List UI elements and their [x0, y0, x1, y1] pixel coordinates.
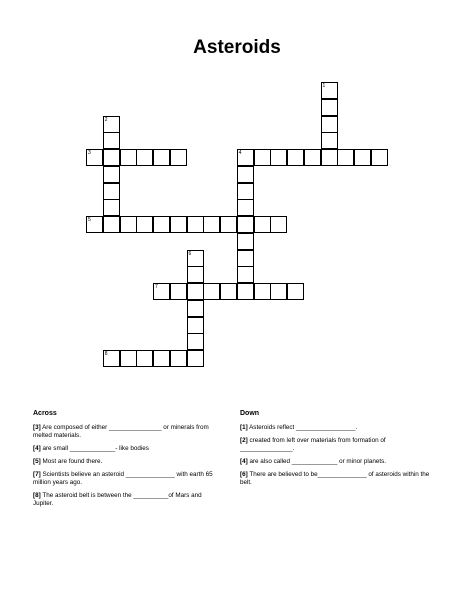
clue-across-8 — [33, 492, 223, 508]
grid-cell[interactable] — [170, 216, 187, 233]
grid-cell[interactable] — [354, 149, 371, 166]
grid-cell[interactable] — [321, 149, 338, 166]
down-clues — [240, 410, 440, 492]
clue-text: created from left over materials from formation of _______________. — [240, 437, 386, 452]
grid-cell[interactable] — [120, 350, 137, 367]
grid-cell[interactable] — [304, 149, 321, 166]
grid-cell[interactable] — [170, 149, 187, 166]
puzzle-title: Asteroids — [193, 37, 281, 58]
cell-number: 2 — [104, 116, 108, 123]
grid-cell[interactable] — [187, 333, 204, 350]
grid-cell[interactable] — [254, 149, 271, 166]
grid-cell[interactable] — [187, 283, 204, 300]
grid-cell[interactable] — [237, 266, 254, 283]
grid-cell[interactable] — [270, 283, 287, 300]
grid-cell[interactable] — [153, 283, 170, 300]
grid-cell[interactable] — [103, 116, 120, 133]
grid-cell[interactable] — [136, 350, 153, 367]
grid-cell[interactable] — [220, 216, 237, 233]
cell-number: 8 — [104, 351, 108, 357]
grid-cell[interactable] — [237, 166, 254, 183]
clue-down-2 — [240, 437, 440, 453]
clue-across-3 — [33, 424, 223, 440]
cell-number: 4 — [238, 150, 242, 156]
clue-text: are also called _____________ or minor planets. — [249, 458, 386, 465]
grid-cell[interactable] — [237, 216, 254, 233]
grid-cell[interactable] — [220, 283, 237, 300]
cell-number: 6 — [188, 250, 192, 257]
grid-cell[interactable] — [187, 317, 204, 334]
grid-cell[interactable] — [237, 233, 254, 250]
clue-number: [3] — [33, 424, 41, 431]
grid-cell[interactable] — [120, 149, 137, 166]
grid-cell[interactable] — [237, 250, 254, 267]
grid-cell[interactable] — [321, 132, 338, 149]
clue-text: Asteroids reflect _________________. — [249, 424, 358, 431]
grid-cell[interactable] — [103, 199, 120, 216]
grid-cell[interactable] — [187, 266, 204, 283]
grid-cell[interactable] — [270, 216, 287, 233]
grid-cell[interactable] — [103, 132, 120, 149]
grid-cell[interactable] — [237, 199, 254, 216]
grid-cell[interactable] — [371, 149, 388, 166]
clue-number: [7] — [33, 471, 41, 478]
grid-cell[interactable] — [187, 300, 204, 317]
grid-cell[interactable] — [103, 350, 120, 367]
cell-number: 7 — [155, 284, 158, 290]
clue-number: [4] — [33, 445, 41, 452]
grid-cell[interactable] — [287, 283, 304, 300]
grid-cell[interactable] — [254, 216, 271, 233]
grid-cell[interactable] — [86, 149, 103, 166]
cell-number: 3 — [88, 150, 91, 156]
clue-text: Most are found there. — [42, 458, 103, 465]
grid-cell[interactable] — [187, 250, 204, 267]
grid-cell[interactable] — [153, 350, 170, 367]
grid-cell[interactable] — [136, 149, 153, 166]
clue-number: [6] — [240, 471, 248, 478]
grid-cell[interactable] — [153, 149, 170, 166]
grid-cell[interactable] — [203, 216, 220, 233]
grid-cell[interactable] — [270, 149, 287, 166]
grid-cell[interactable] — [170, 350, 187, 367]
clue-text: Are composed of either _______________ or minerals from melted materials. — [33, 424, 209, 439]
clue-text: There are believed to be______________ of asteroids within the belt. — [240, 471, 430, 486]
grid-cell[interactable] — [153, 216, 170, 233]
grid-cell[interactable] — [203, 283, 220, 300]
grid-cell[interactable] — [287, 149, 304, 166]
clue-across-5 — [33, 458, 223, 466]
clue-down-6 — [240, 471, 440, 487]
clue-down-4 — [240, 458, 440, 466]
grid-cell[interactable] — [103, 166, 120, 183]
clue-number: [4] — [240, 458, 248, 465]
clue-text: Scientists believe an asteroid ______________ with earth 65 million years ago. — [33, 471, 213, 486]
grid-cell[interactable] — [86, 216, 103, 233]
across-clues — [33, 410, 223, 513]
down-heading: Down — [240, 410, 260, 417]
clue-across-7 — [33, 471, 223, 487]
grid-cell[interactable] — [254, 283, 271, 300]
clue-number: [8] — [33, 492, 41, 499]
across-heading: Across — [33, 410, 57, 417]
grid-cell[interactable] — [120, 216, 137, 233]
clue-number: [5] — [33, 458, 41, 465]
grid-cell[interactable] — [237, 149, 254, 166]
clue-text: are small _____________- like bodies — [42, 445, 149, 452]
clue-number: [1] — [240, 424, 248, 431]
grid-cell[interactable] — [237, 283, 254, 300]
grid-cell[interactable] — [321, 99, 338, 116]
grid-cell[interactable] — [237, 183, 254, 200]
grid-cell[interactable] — [321, 116, 338, 133]
grid-cell[interactable] — [187, 350, 204, 367]
cell-number: 1 — [322, 83, 326, 89]
grid-cell[interactable] — [103, 183, 120, 200]
grid-cell[interactable] — [136, 216, 153, 233]
grid-cell[interactable] — [321, 82, 338, 99]
grid-cell[interactable] — [187, 216, 204, 233]
grid-cell[interactable] — [103, 149, 120, 166]
clue-down-1 — [240, 424, 440, 432]
clue-text: The asteroid belt is between the __________of Mars and Jupiter. — [33, 492, 202, 507]
grid-cell[interactable] — [337, 149, 354, 166]
clue-across-4 — [33, 445, 223, 453]
clue-number: [2] — [240, 437, 248, 444]
grid-cell[interactable] — [103, 216, 120, 233]
grid-cell[interactable] — [170, 283, 187, 300]
cell-number: 5 — [88, 217, 91, 223]
